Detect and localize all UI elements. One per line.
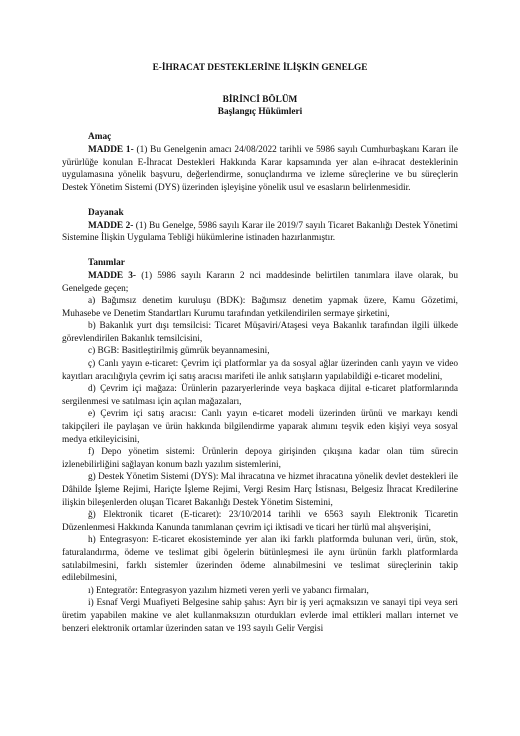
definition-i: i) Esnaf Vergi Muafiyeti Belgesine sahip şahıs: Ayrı bir iş yeri açmaksızın ve sanayi tipi veya seri üretim yapabilen makine ve alet kullanmaksızın oturdukları evlerde imal ettikleri malları internet ve benzeri elektronik ortamlar üzerinden satan ve 193 sayılı Gelir Vergisi	[62, 598, 458, 634]
article-1-label: MADDE 1-	[88, 144, 134, 155]
article-2-label: MADDE 2-	[88, 220, 134, 231]
definition-h: h) Entegrasyon: E-ticaret ekosisteminde yer alan iki farklı platformda bulunan veri, ürün, stok, faturalandırma, ödeme ve teslimat gibi ögelerin bütünleşmesi ile aynı ürünün farklı platformlarda satılabilmesini, farklı sistemler üzerinden ödeme alınabilmesini ve teslimat süreçlerinin takip edilebilmesini,	[62, 535, 458, 584]
article-2-paragraph	[62, 220, 458, 245]
article-1-text: (1) Bu Genelgenin amacı 24/08/2022 tarihli ve 5986 sayılı Cumhurbaşkanı Kararı ile yürürlüğe konulan E-İhracat Destekleri Hakkında Karar kapsamında yer alan e-ihracat desteklerinin uygulamasına yönelik başvuru, değerlendirme, sonuçlandırma ve izleme süreçlerine ve bu süreçlerin Destek Yönetim Sistemi (DYS) üzerinden işleyişine yönelik usul ve esasların belirlenmesidir.	[62, 144, 458, 193]
definition-g: g) Destek Yönetim Sistemi (DYS): Mal ihracatına ve hizmet ihracatına yönelik devlet destekleri ile Dâhilde İşleme Rejimi, Hariçte İşleme Rejimi, Vergi Resim Harç İstisnası, Belgesiz İhracat Kredilerine ilişkin bileşenlerden oluşan Ticaret Bakanlığı Destek Yönetim Sistemini,	[62, 472, 458, 508]
definition-b: b) Bakanlık yurt dışı temsilcisi: Ticaret Müşaviri/Ataşesi veya Bakanlık tarafından ilgili ülkede görevlendirilen Bakanlık temsilcisini,	[62, 321, 458, 344]
definition-a: a) Bağımsız denetim kuruluşu (BDK): Bağımsız denetim yapmak üzere, Kamu Gözetimi, Muhasebe ve Denetim Standartları Kurumu tarafından yetkilendirilen sermaye şirketini,	[62, 296, 458, 319]
article-3-label: MADDE 3-	[88, 270, 137, 281]
section-heading-tanimlar: Tanımlar	[88, 258, 125, 269]
chapter-title: BİRİNCİ BÖLÜM	[222, 94, 298, 105]
article-1-paragraph	[62, 144, 458, 194]
definition-g-breve: ğ) Elektronik ticaret (E-ticaret): 23/10/2014 tarihli ve 6563 sayılı Elektronik Ticaretin Düzenlenmesi Hakkında Kanunda tanımlanan çevrim içi iktisadi ve ticari her türlü mal alışverişini,	[62, 510, 458, 533]
definition-c: c) BGB: Basitleştirilmiş gümrük beyannamesini,	[88, 346, 270, 357]
document-title: E-İHRACAT DESTEKLERİNE İLİŞKİN GENELGE	[152, 63, 368, 73]
section-heading-dayanak: Dayanak	[88, 207, 124, 218]
article-3-text: (1) 5986 sayılı Kararın 2 nci maddesinde belirtilen tanımlara ilave olarak, bu Genelgede geçen;	[62, 270, 458, 294]
article-3-paragraph	[62, 270, 458, 295]
definition-c-cedilla: ç) Canlı yayın e-ticaret: Çevrim içi platformlar ya da sosyal ağlar üzerinden canlı yayın ve video kayıtları aracılığıyla çevrim içi satış aracısı marifeti ile anlık satışların yapılabildiği e-ticaret modelini,	[62, 359, 458, 382]
definition-e: e) Çevrim içi satış aracısı: Canlı yayın e-ticaret modeli üzerinden ürünü ve markayı kendi takipçileri ile paylaşan ve ürün hakkında bilgilendirme yaparak alımını teşvik eden kişiyi veya sosyal medya etkileyicisini,	[62, 409, 458, 445]
definition-i-dotless: ı) Entegratör: Entegrasyon yazılım hizmeti veren yerli ve yabancı firmaları,	[88, 585, 369, 596]
section-heading-amac: Amaç	[88, 132, 112, 143]
article-2-text: (1) Bu Genelge, 5986 sayılı Karar ile 2019/7 sayılı Ticaret Bakanlığı Destek Yönetimi Sistemine İlişkin Uygulama Tebliği hükümlerine istinaden hazırlanmıştır.	[62, 220, 459, 244]
definition-f: f) Depo yönetim sistemi: Ürünlerin depoya girişinden çıkışına kadar olan tüm sürecin izlenebilirliğini sağlayan konum bazlı yazılım sistemlerini,	[62, 447, 458, 470]
definition-d: d) Çevrim içi mağaza: Ürünlerin pazaryerlerinde veya başkaca dijital e-ticaret platformlarında sergilenmesi ve satılması için açılan mağazaları,	[62, 384, 458, 407]
chapter-subtitle: Başlangıç Hükümleri	[217, 107, 303, 118]
